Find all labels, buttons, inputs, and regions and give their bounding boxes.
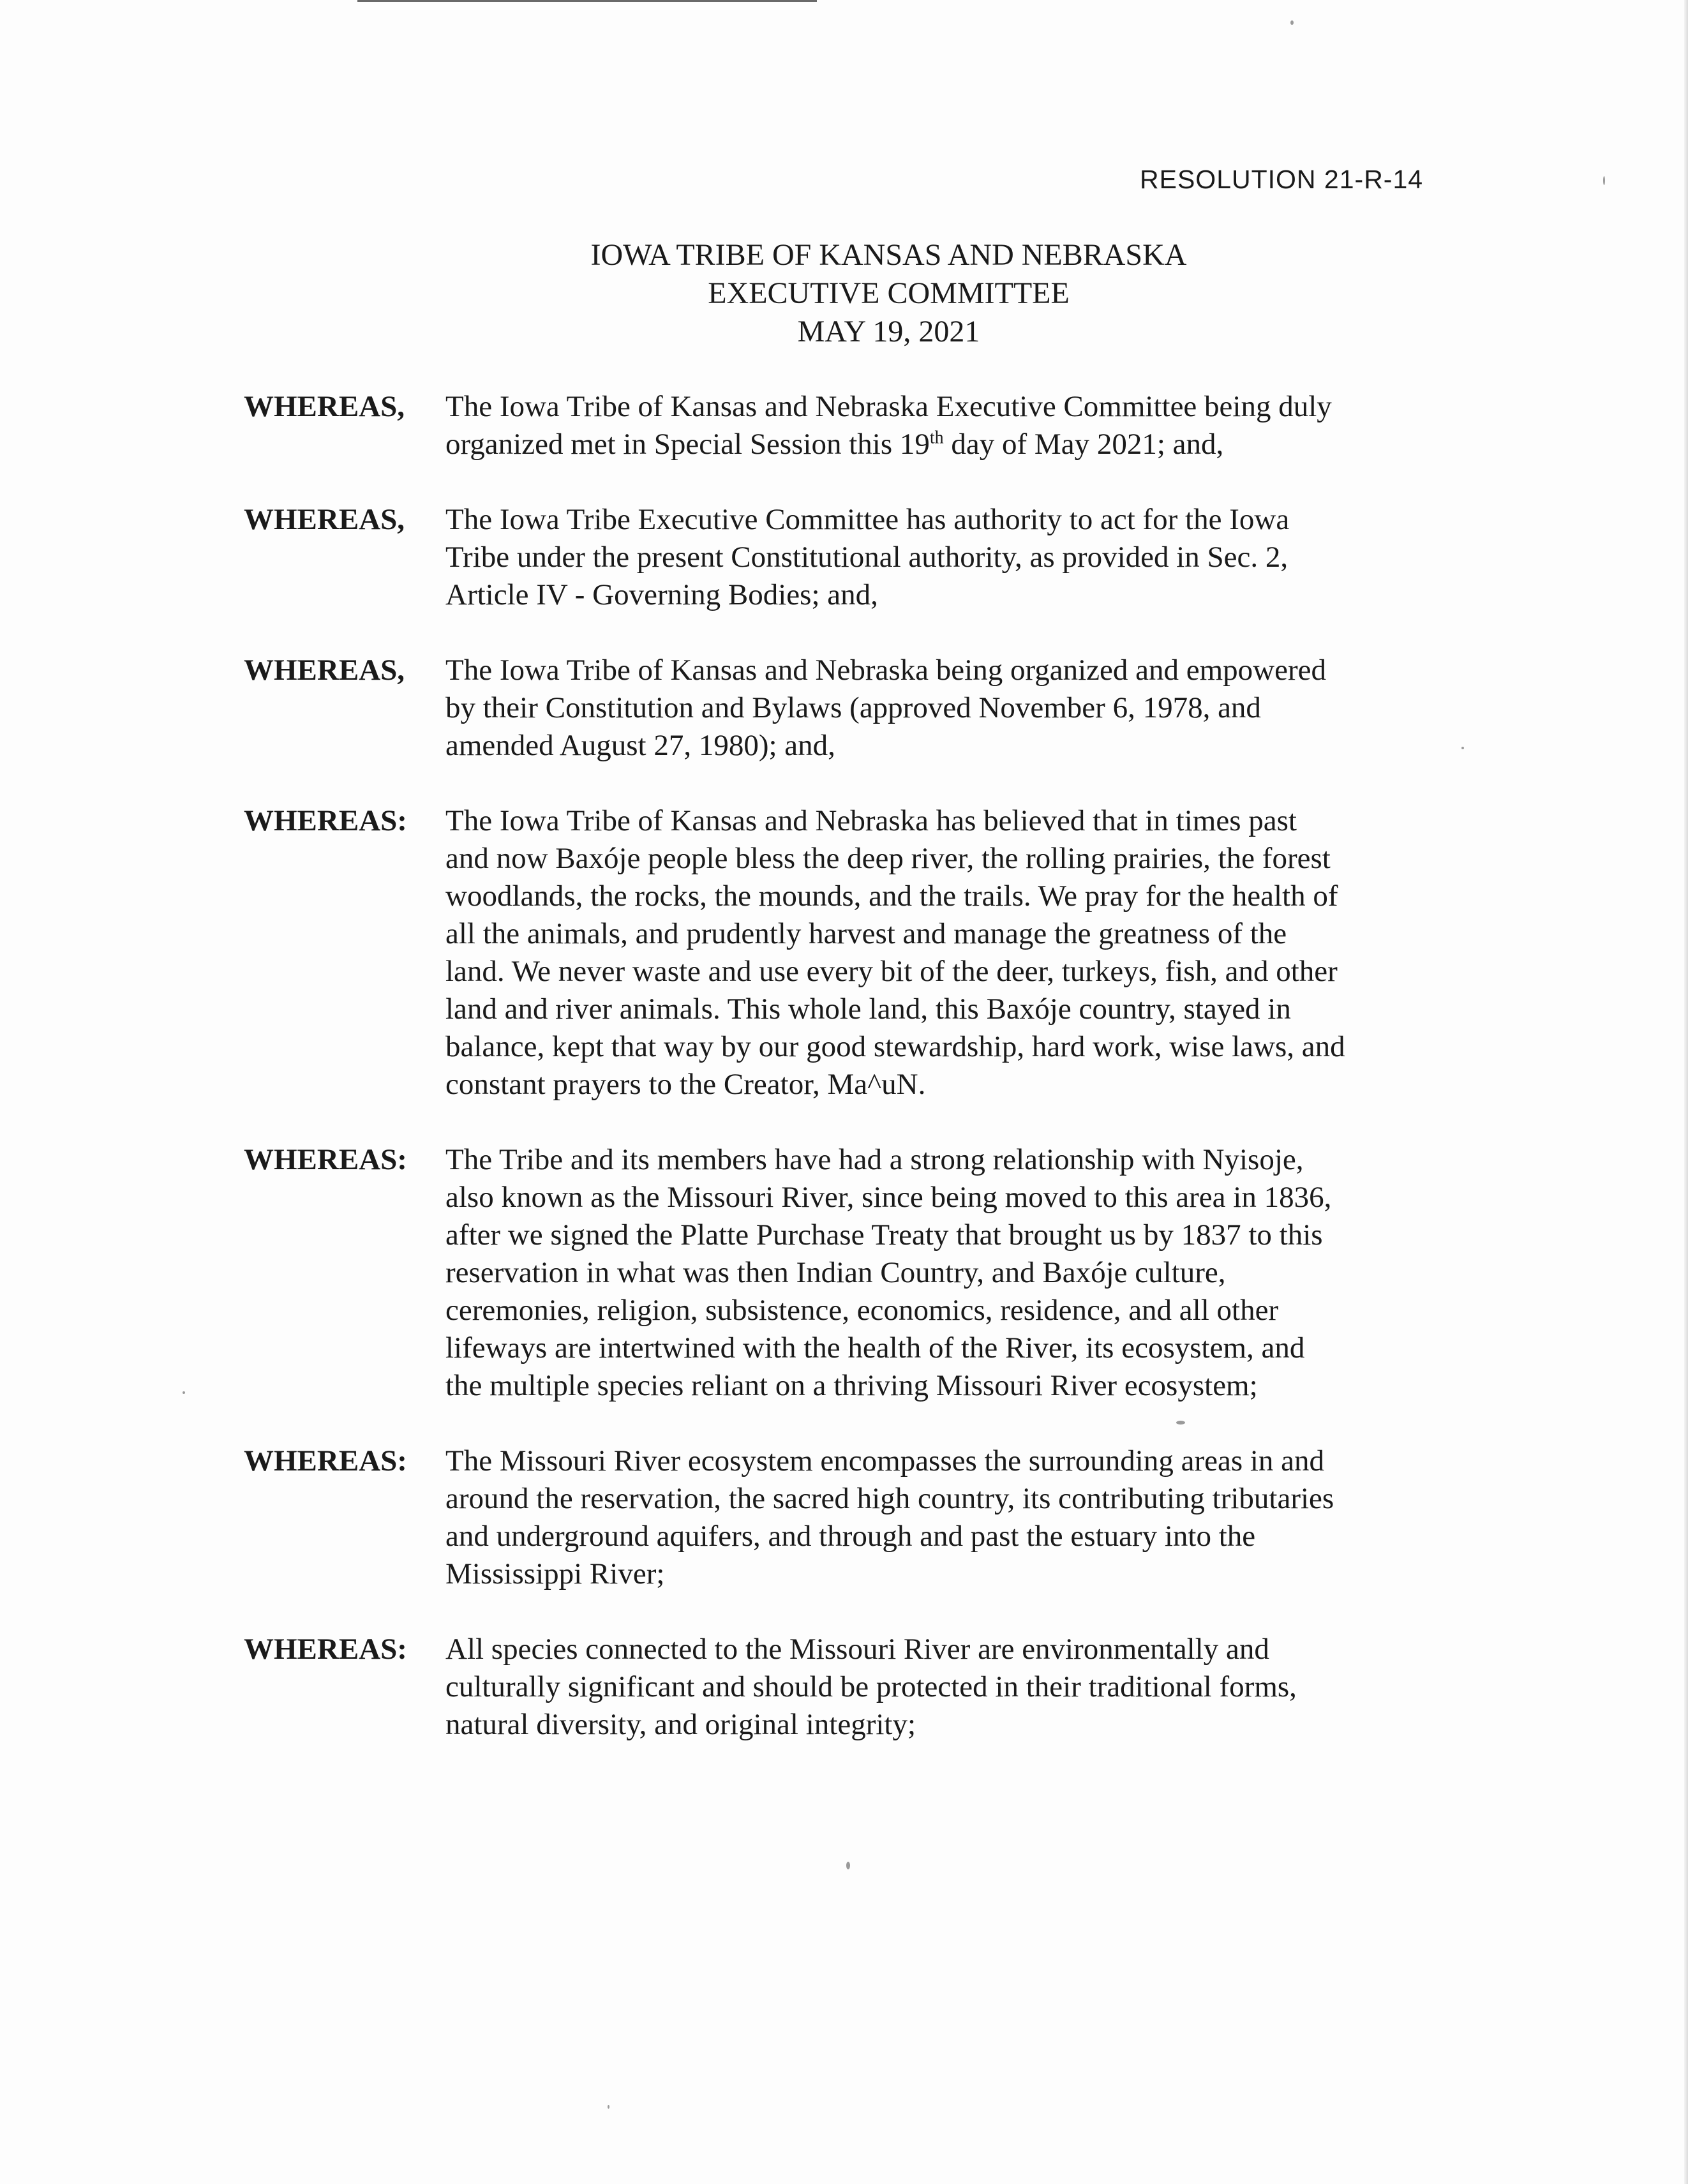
whereas-clause <box>244 1631 1444 1744</box>
clause-line: also known as the Missouri River, since being moved to this area in 1836, <box>445 1181 1332 1214</box>
clause-line: reservation in what was then Indian Country, and Baxóje culture, <box>445 1256 1226 1289</box>
clause-line: The Iowa Tribe of Kansas and Nebraska has believed that in times past <box>445 804 1297 837</box>
clause-line-part: organized met in Special Session this 19 <box>445 428 930 461</box>
clause-line: The Missouri River ecosystem encompasses the surrounding areas in and <box>445 1444 1325 1477</box>
scan-speck <box>1461 747 1464 749</box>
scan-speck <box>1290 20 1294 25</box>
clause-line-part: day of May 2021; and, <box>943 428 1224 461</box>
clause-text <box>445 1631 1444 1744</box>
document-header <box>0 236 1688 351</box>
clause-line: Article IV - Governing Bodies; and, <box>445 578 878 611</box>
resolution-body <box>244 388 1444 1781</box>
clause-line: The Iowa Tribe of Kansas and Nebraska Executive Committee being duly <box>445 390 1332 423</box>
clause-line: and underground aquifers, and through and past the estuary into the <box>445 1520 1256 1553</box>
clause-line: natural diversity, and original integrity; <box>445 1708 916 1741</box>
clause-line: and now Baxóje people bless the deep river, the rolling prairies, the forest <box>445 842 1331 875</box>
clause-label: WHEREAS, <box>244 654 405 687</box>
scan-speck <box>608 2105 609 2109</box>
clause-line: Mississippi River; <box>445 1557 665 1590</box>
clause-line: ceremonies, religion, subsistence, economics, residence, and all other <box>445 1294 1279 1327</box>
clause-line: All species connected to the Missouri River are environmentally and <box>445 1633 1269 1666</box>
clause-line: after we signed the Platte Purchase Treaty that brought us by 1837 to this <box>445 1218 1323 1252</box>
resolution-number: RESOLUTION 21-R-14 <box>1140 165 1424 194</box>
clause-line: balance, kept that way by our good stewardship, hard work, wise laws, and <box>445 1030 1345 1063</box>
clause-line: lifeways are intertwined with the health of the River, its ecosystem, and <box>445 1331 1305 1365</box>
clause-label: WHEREAS: <box>244 1143 407 1176</box>
clause-label: WHEREAS, <box>244 503 405 536</box>
clause-label: WHEREAS: <box>244 1444 407 1477</box>
header-date: MAY 19, 2021 <box>797 315 980 348</box>
clause-text <box>445 388 1444 463</box>
clause-line: woodlands, the rocks, the mounds, and the trails. We pray for the health of <box>445 879 1338 913</box>
clause-line <box>445 426 1444 463</box>
clause-text <box>445 802 1444 1103</box>
clause-line: land and river animals. This whole land, this Baxóje country, stayed in <box>445 992 1291 1026</box>
clause-line: The Tribe and its members have had a strong relationship with Nyisoje, <box>445 1143 1304 1176</box>
whereas-clause <box>244 652 1444 765</box>
clause-label: WHEREAS: <box>244 804 407 837</box>
clause-line: The Iowa Tribe Executive Committee has authority to act for the Iowa <box>445 503 1290 536</box>
scan-speck <box>846 1862 850 1869</box>
clause-line: amended August 27, 1980); and, <box>445 729 835 762</box>
clause-text <box>445 501 1444 614</box>
clause-line: culturally significant and should be protected in their traditional forms, <box>445 1670 1297 1703</box>
header-committee: EXECUTIVE COMMITTEE <box>708 276 1070 310</box>
scan-speck <box>183 1391 185 1394</box>
whereas-clause <box>244 1141 1444 1405</box>
clause-line: around the reservation, the sacred high country, its contributing tributaries <box>445 1482 1334 1515</box>
clause-line: all the animals, and prudently harvest and manage the greatness of the <box>445 917 1287 950</box>
clause-text <box>445 1442 1444 1593</box>
clause-line: constant prayers to the Creator, Ma^uN. <box>445 1068 926 1101</box>
scan-speck <box>1603 176 1605 185</box>
clause-text <box>445 652 1444 765</box>
clause-line: land. We never waste and use every bit of the deer, turkeys, fish, and other <box>445 955 1338 988</box>
clause-label: WHEREAS, <box>244 390 405 423</box>
header-organization: IOWA TRIBE OF KANSAS AND NEBRASKA <box>590 238 1187 272</box>
whereas-clause <box>244 388 1444 463</box>
whereas-clause <box>244 501 1444 614</box>
clause-text <box>445 1141 1444 1405</box>
clause-line: The Iowa Tribe of Kansas and Nebraska being organized and empowered <box>445 654 1326 687</box>
clause-line: by their Constitution and Bylaws (approved November 6, 1978, and <box>445 691 1261 724</box>
scan-artifact-line <box>357 0 817 2</box>
clause-line: Tribe under the present Constitutional authority, as provided in Sec. 2, <box>445 541 1288 574</box>
clause-line: the multiple species reliant on a thriving Missouri River ecosystem; <box>445 1369 1258 1402</box>
ordinal-suffix: th <box>929 428 944 448</box>
clause-label: WHEREAS: <box>244 1633 407 1666</box>
whereas-clause <box>244 802 1444 1103</box>
whereas-clause <box>244 1442 1444 1593</box>
